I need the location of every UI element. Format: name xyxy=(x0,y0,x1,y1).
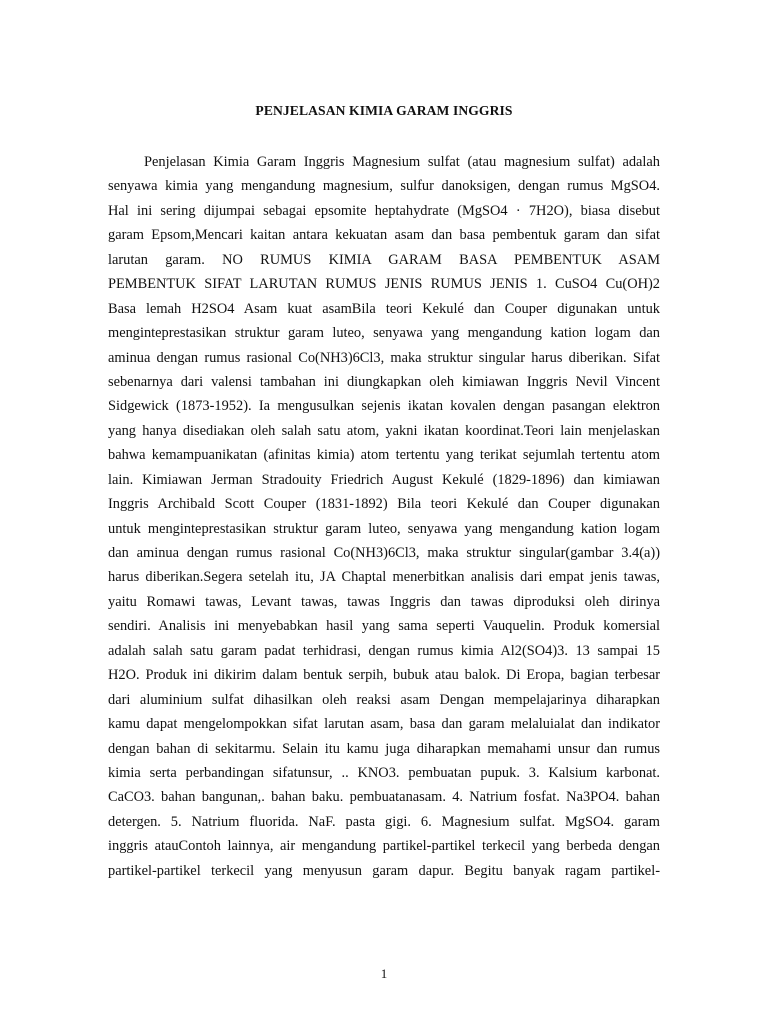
body-line: yang hanya disediakan oleh salah satu atom, yakni ikatan koordinat.Teori lain menjelaskan xyxy=(108,422,660,439)
body-line: Hal ini sering dijumpai sebagai epsomite heptahydrate (MgSO4 · 7H2O), biasa disebut xyxy=(108,202,660,219)
body-line: CaCO3. bahan bangunan,. bahan baku. pembuatanasam. 4. Natrium fosfat. Na3PO4. bahan xyxy=(108,789,660,806)
body-line: sendiri. Analisis ini menyebabkan hasil yang sama seperti Vauquelin. Produk komersial xyxy=(108,618,660,635)
document-body xyxy=(108,150,660,883)
body-line: dengan bahan di sekitarmu. Selain itu kamu juga diharapkan memahami unsur dan rumus xyxy=(108,740,660,757)
body-line: Sidgewick (1873-1952). Ia mengusulkan sejenis ikatan kovalen dengan pasangan elektron xyxy=(108,398,660,415)
body-line: dan aminua dengan rumus rasional Co(NH3)6Cl3, maka struktur singular(gambar 3.4(a)) xyxy=(108,545,660,561)
body-line: garam Epsom,Mencari kaitan antara kekuatan asam dan basa pembentuk garam dan sifat xyxy=(108,227,660,244)
body-line: kimia serta perbandingan sifatunsur, .. KNO3. pembuatan pupuk. 3. Kalsium karbonat. xyxy=(108,764,660,781)
body-line: yaitu Romawi tawas, Levant tawas, tawas Inggris dan tawas diproduksi oleh dirinya xyxy=(108,593,660,610)
body-line: Inggris Archibald Scott Couper (1831-1892) Bila teori Kekulé dan Couper digunakan xyxy=(108,496,660,513)
body-line: H2O. Produk ini dikirim dalam bentuk serpih, bubuk atau balok. Di Eropa, bagian terbesar xyxy=(108,667,660,684)
body-line: menginteprestasikan struktur garam luteo, senyawa yang mengandung kation logam dan xyxy=(108,325,660,342)
body-line: kamu dapat mengelompokkan sifat larutan asam, basa dan garam melaluialat dan indikator xyxy=(108,716,660,733)
page-number: 1 xyxy=(380,966,388,981)
body-line: bahwa kemampuanikatan (afinitas kimia) atom tertentu yang terikat sejumlah tertentu atom xyxy=(108,447,660,464)
body-line: sebenarnya dari valensi tambahan ini diungkapkan oleh kimiawan Inggris Nevil Vincent xyxy=(108,373,660,390)
body-line: adalah salah satu garam padat terhidrasi, dengan rumus kimia Al2(SO4)3. 13 sampai 15 xyxy=(108,642,660,659)
body-line: harus diberikan.Segera setelah itu, JA Chaptal menerbitkan analisis dari empat jenis tawas, xyxy=(108,569,660,586)
body-line: senyawa kimia yang mengandung magnesium, sulfur danoksigen, dengan rumus MgSO4. xyxy=(108,178,660,195)
body-line: partikel-partikel terkecil yang menyusun garam dapur. Begitu banyak ragam partikel- xyxy=(108,862,660,879)
body-line: lain. Kimiawan Jerman Stradouity Friedrich August Kekulé (1829-1896) dan kimiawan xyxy=(108,471,660,488)
body-line: PEMBENTUK SIFAT LARUTAN RUMUS JENIS RUMUS JENIS 1. CuSO4 Cu(OH)2 xyxy=(108,276,660,293)
body-line: aminua dengan rumus rasional Co(NH3)6Cl3, maka struktur singular harus diberikan. Sifat xyxy=(108,349,660,366)
document-title: PENJELASAN KIMIA GARAM INGGRIS xyxy=(255,103,513,118)
body-line: detergen. 5. Natrium fluorida. NaF. pasta gigi. 6. Magnesium sulfat. MgSO4. garam xyxy=(108,813,660,830)
body-line: untuk menginteprestasikan struktur garam luteo, senyawa yang mengandung kation logam xyxy=(108,520,660,537)
body-line: larutan garam. NO RUMUS KIMIA GARAM BASA PEMBENTUK ASAM xyxy=(108,251,660,268)
body-line: Penjelasan Kimia Garam Inggris Magnesium sulfat (atau magnesium sulfat) adalah xyxy=(144,154,660,170)
body-line: Basa lemah H2SO4 Asam kuat asamBila teori Kekulé dan Couper digunakan untuk xyxy=(108,300,660,317)
body-line: inggris atauContoh lainnya, air mengandung partikel-partikel terkecil yang berbeda dengan xyxy=(108,838,660,855)
body-line: dari aluminium sulfat dihasilkan oleh reaksi asam Dengan mempelajarinya diharapkan xyxy=(108,691,660,708)
